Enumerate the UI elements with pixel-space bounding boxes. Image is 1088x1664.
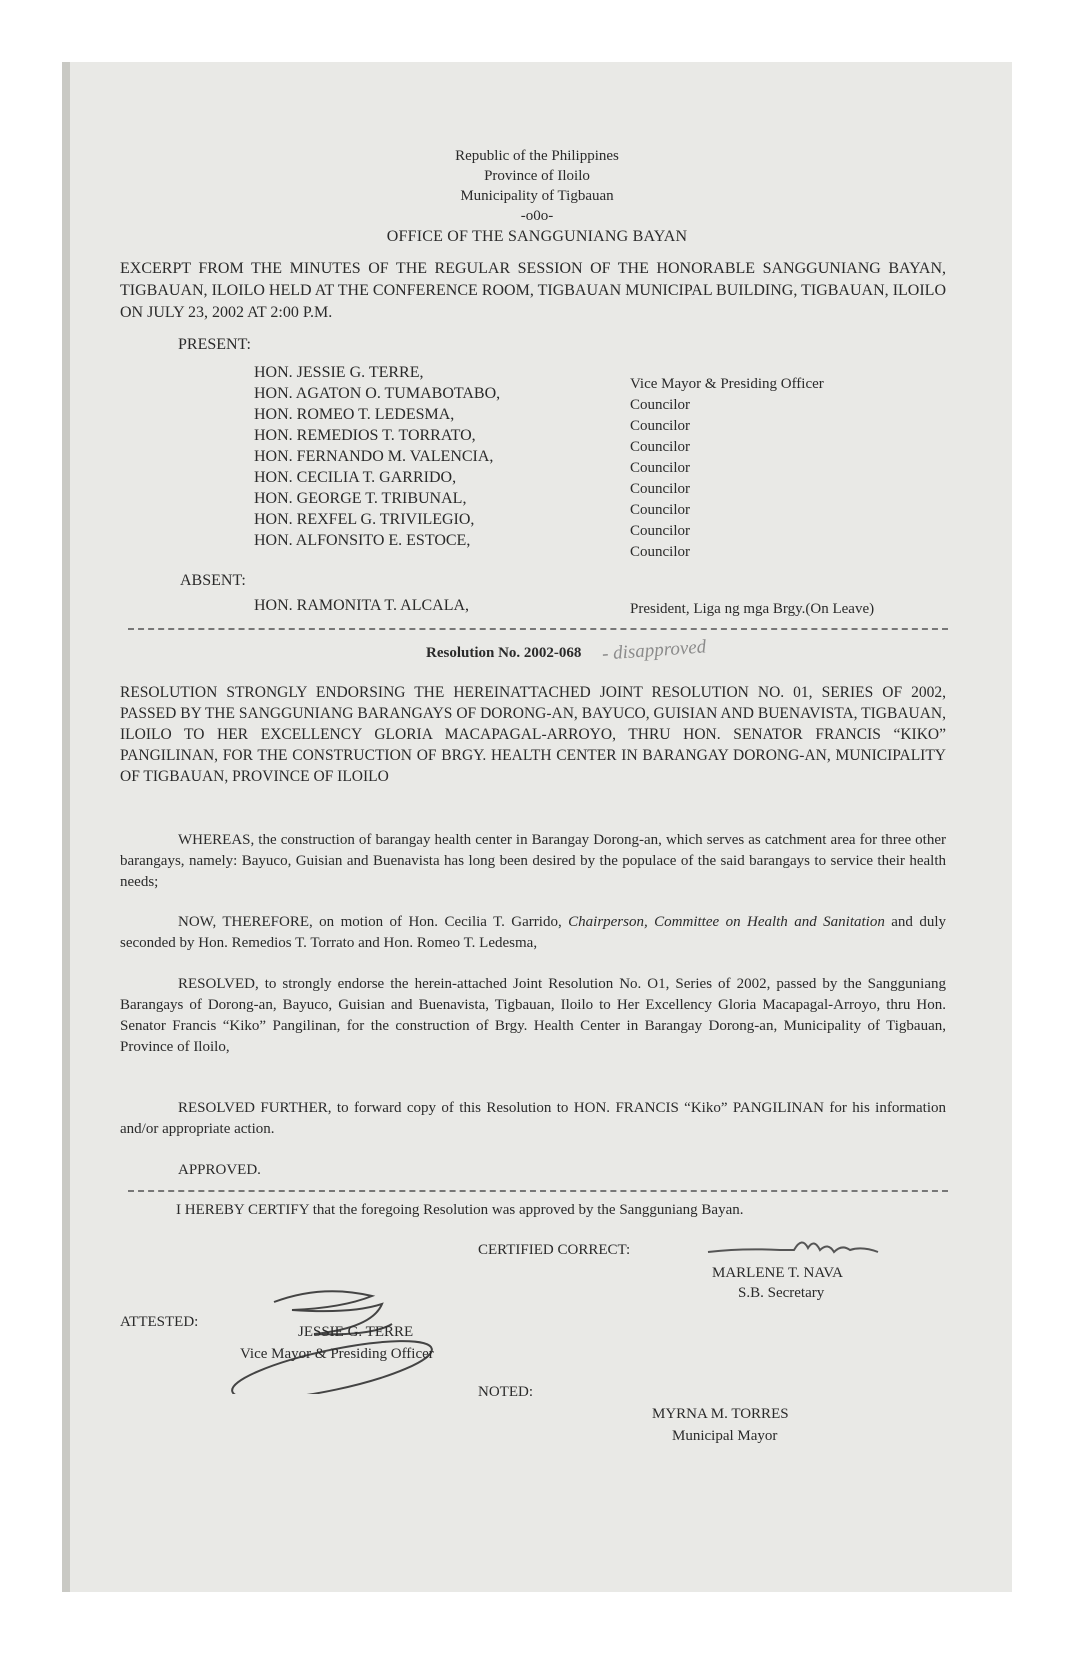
now-therefore-paragraph: [120, 912, 946, 954]
committee-text: Chairperson, Committee on Health and Sanitation: [568, 914, 885, 930]
certified-correct-label: CERTIFIED CORRECT:: [478, 1242, 631, 1258]
divider: [128, 628, 948, 630]
attendee-name: HON. CECILIA T. GARRIDO,: [254, 469, 457, 486]
mayor-title: Municipal Mayor: [672, 1428, 778, 1444]
attendee-row: [62, 427, 1012, 455]
header-separator: -o0o-: [520, 208, 554, 224]
present-label: PRESENT:: [178, 336, 251, 353]
attendee-name: HON. ROMEO T. LEDESMA,: [254, 406, 455, 423]
attendee-row: [62, 385, 1012, 413]
header-province: Province of Iloilo: [484, 168, 590, 184]
absent-row: [62, 597, 1012, 618]
attendee-role: Councilor: [630, 481, 690, 497]
resolved-paragraph: RESOLVED, to strongly endorse the herein-attached Joint Resolution No. O1, Series of 2002, passed by the Sangguniang Barangays of Dorong-an, Bayuco, Guisian and Buenavista, Tigbauan, Iloilo to Her Excellency Gloria Macapagal-Arroyo, thru Hon. Senator Francis “Kiko” Pangilinan, for the construction of Brgy. Health Center in Barangay Dorong-an, Municipality of Tigbauan, Province of Iloilo,: [120, 976, 946, 1055]
attendee-role: Vice Mayor & Presiding Officer: [630, 376, 824, 392]
handwritten-note: - disapproved: [601, 636, 707, 665]
attendee-name: HON. ALFONSITO E. ESTOCE,: [254, 532, 471, 549]
header-republic: Republic of the Philippines: [455, 148, 619, 164]
attendee-name: HON. GEORGE T. TRIBUNAL,: [254, 490, 467, 507]
attendee-role: Councilor: [630, 397, 690, 413]
attendee-row: [62, 364, 1012, 392]
seconded-text: and duly seconded by Hon. Remedios T. Torrato and Hon. Romeo T. Ledesma,: [120, 914, 946, 951]
attendee-name: HON. JESSIE G. TERRE,: [254, 364, 424, 381]
resolution-title: RESOLUTION STRONGLY ENDORSING THE HEREINATTACHED JOINT RESOLUTION NO. 01, SERIES OF 2002, PASSED BY THE SANGGUNIANG BARANGAYS OF DORONG-AN, BAYUCO, GUISIAN AND BUENAVISTA, TIGBAUAN, ILOILO TO HER EXCELLENCY GLORIA MACAPAGAL-ARROYO, THRU HON. SENATOR FRANCIS “KIKO” PANGILINAN, FOR THE CONSTRUCTION OF BRGY. HEALTH CENTER IN BARANGAY DORONG-AN, MUNICIPALITY OF TIGBAUAN, PROVINCE OF ILOILO: [120, 684, 946, 785]
noted-label: NOTED:: [478, 1384, 533, 1400]
resolution-number: Resolution No. 2002-068: [426, 645, 582, 661]
attendee-role: Councilor: [630, 544, 690, 560]
approved-label: APPROVED.: [178, 1162, 261, 1178]
attendee-role: Councilor: [630, 418, 690, 434]
attendee-name: HON. FERNANDO M. VALENCIA,: [254, 448, 494, 465]
mayor-name: MYRNA M. TORRES: [652, 1406, 789, 1422]
attendee-row: [62, 448, 1012, 476]
whereas-paragraph: WHEREAS, the construction of barangay health center in Barangay Dorong-an, which serves as catchment area for three other barangays, namely: Bayuco, Guisian and Buenavista has long been desired by the populace of the said barangays to service their health needs;: [120, 832, 946, 890]
vice-mayor-name: JESSIE G. TERRE: [298, 1324, 414, 1340]
attendee-name: HON. AGATON O. TUMABOTABO,: [254, 385, 501, 402]
excerpt-paragraph: EXCERPT FROM THE MINUTES OF THE REGULAR SESSION OF THE HONORABLE SANGGUNIANG BAYAN, TIGBAUAN, ILOILO HELD AT THE CONFERENCE ROOM, TIGBAUAN MUNICIPAL BUILDING, TIGBAUAN, ILOILO ON JULY 23, 2002 AT 2:00 P.M.: [120, 260, 946, 321]
header-municipality: Municipality of Tigbauan: [460, 188, 614, 204]
document-page: [62, 62, 1012, 1592]
attendee-row: [62, 469, 1012, 497]
attendee-row: [62, 511, 1012, 539]
attendee-role: Councilor: [630, 460, 690, 476]
attendee-role: Councilor: [630, 439, 690, 455]
divider: [128, 1190, 948, 1192]
attendee-role: Councilor: [630, 502, 690, 518]
attendee-name: HON. REMEDIOS T. TORRATO,: [254, 427, 476, 444]
certify-statement: I HEREBY CERTIFY that the foregoing Resolution was approved by the Sangguniang Bayan.: [176, 1202, 744, 1218]
attendee-row: [62, 490, 1012, 518]
attested-label: ATTESTED:: [120, 1314, 199, 1330]
office-title: OFFICE OF THE SANGGUNIANG BAYAN: [386, 228, 688, 245]
vice-mayor-title: Vice Mayor & Presiding Officer: [240, 1346, 434, 1362]
secretary-name: MARLENE T. NAVA: [712, 1265, 843, 1281]
attendee-row: [62, 532, 1012, 560]
secretary-title: S.B. Secretary: [738, 1285, 825, 1301]
attendee-role: Councilor: [630, 523, 690, 539]
attendee-row: [62, 406, 1012, 434]
attendee-name: HON. REXFEL G. TRIVILEGIO,: [254, 511, 475, 528]
absent-role: President, Liga ng mga Brgy.(On Leave): [630, 601, 875, 617]
motion-text: NOW, THEREFORE, on motion of Hon. Cecilia T. Garrido,: [178, 914, 569, 930]
absent-name: HON. RAMONITA T. ALCALA,: [254, 597, 470, 614]
absent-label: ABSENT:: [180, 572, 246, 589]
secretary-signature: [702, 1230, 892, 1264]
resolved-further-paragraph: RESOLVED FURTHER, to forward copy of this Resolution to HON. FRANCIS “Kiko” PANGILINAN for his information and/or appropriate action.: [120, 1100, 946, 1137]
